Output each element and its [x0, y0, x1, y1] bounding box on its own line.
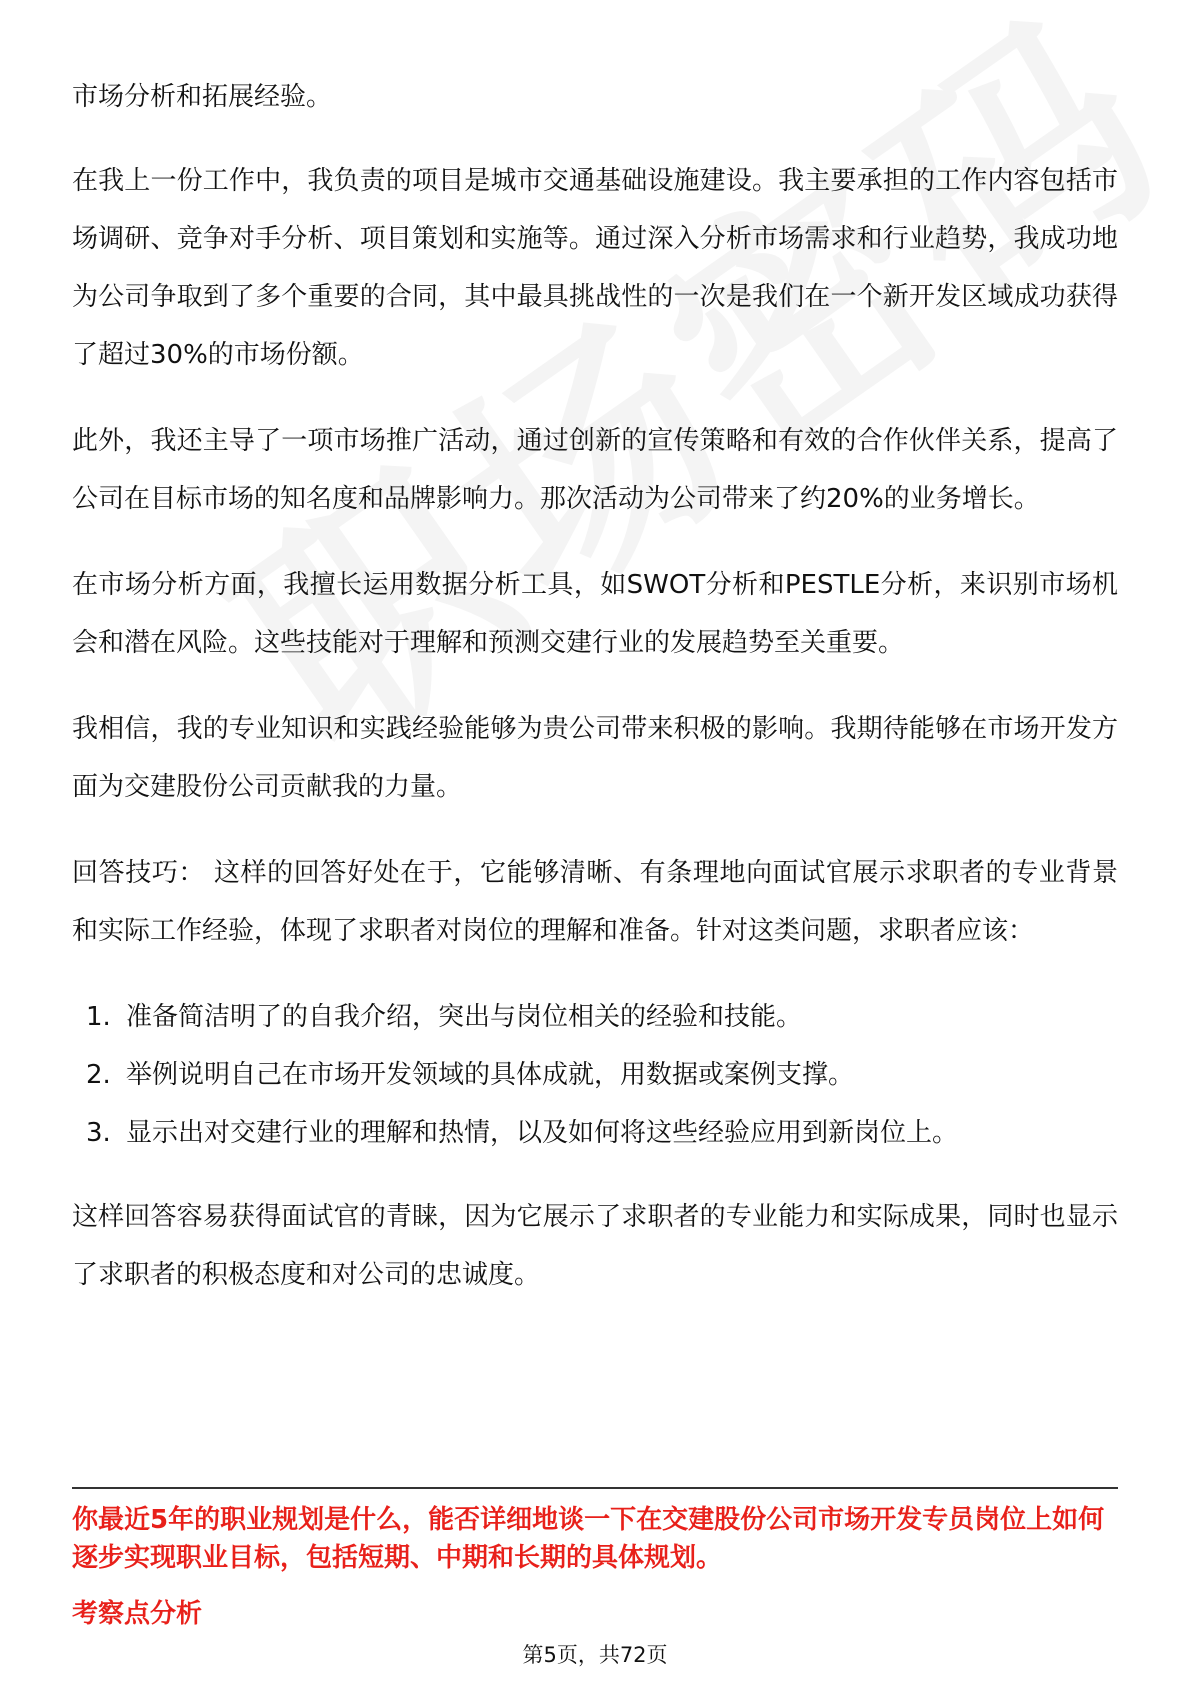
section-divider: [72, 1487, 1118, 1489]
paragraph-answer-tips: 回答技巧： 这样的回答好处在于，它能够清晰、有条理地向面试官展示求职者的专业背景和实际工作经验，体现了求职者对岗位的理解和准备。针对这类问题，求职者应该：: [72, 858, 1118, 946]
paragraph-previous-job: 在我上一份工作中，我负责的项目是城市交通基础设施建设。我主要承担的工作内容包括市场调研、竞争对手分析、项目策划和实施等。通过深入分析市场需求和行业趋势，我成功地为公司争取到了多个重要的合同，其中最具挑战性的一次是我们在一个新开发区域成功获得了超过30%的市场份额。: [72, 166, 1118, 370]
paragraph-conclusion: 这样回答容易获得面试官的青睐，因为它展示了求职者的专业能力和实际成果，同时也显示了求职者的积极态度和对公司的忠诚度。: [72, 1202, 1118, 1290]
paragraph-analysis-skills: 在市场分析方面，我擅长运用数据分析工具，如SWOT分析和PESTLE分析，来识别市场机会和潜在风险。这些技能对于理解和预测交建行业的发展趋势至关重要。: [72, 570, 1118, 658]
tips-list: [72, 988, 1118, 1162]
list-item-number: 2.: [86, 1060, 111, 1090]
list-item: [72, 1046, 1118, 1104]
document-body: [72, 68, 1118, 1332]
list-item-text: 显示出对交建行业的理解和热情，以及如何将这些经验应用到新岗位上。: [126, 1118, 959, 1148]
list-item-number: 3.: [86, 1118, 111, 1148]
paragraph-closing-statement: 我相信，我的专业知识和实践经验能够为贵公司带来积极的影响。我期待能够在市场开发方面为交建股份公司贡献我的力量。: [72, 714, 1118, 802]
list-item: [72, 988, 1118, 1046]
paragraph-intro-tail: 市场分析和拓展经验。: [72, 82, 333, 112]
page-footer: 第5页，共72页: [522, 1643, 668, 1667]
list-item-text: 举例说明自己在市场开发领域的具体成就，用数据或案例支撑。: [126, 1060, 855, 1090]
next-question-heading: 你最近5年的职业规划是什么，能否详细地谈一下在交建股份公司市场开发专员岗位上如何逐步实现职业目标，包括短期、中期和长期的具体规划。: [72, 1505, 1105, 1573]
list-item-text: 准备简洁明了的自我介绍，突出与岗位相关的经验和技能。: [126, 1002, 803, 1032]
list-item-number: 1.: [86, 1002, 111, 1032]
analysis-section-heading: 考察点分析: [72, 1599, 203, 1629]
paragraph-marketing-campaign: 此外，我还主导了一项市场推广活动，通过创新的宣传策略和有效的合作伙伴关系，提高了公司在目标市场的知名度和品牌影响力。那次活动为公司带来了约20%的业务增长。: [72, 426, 1118, 514]
list-item: [72, 1104, 1118, 1162]
